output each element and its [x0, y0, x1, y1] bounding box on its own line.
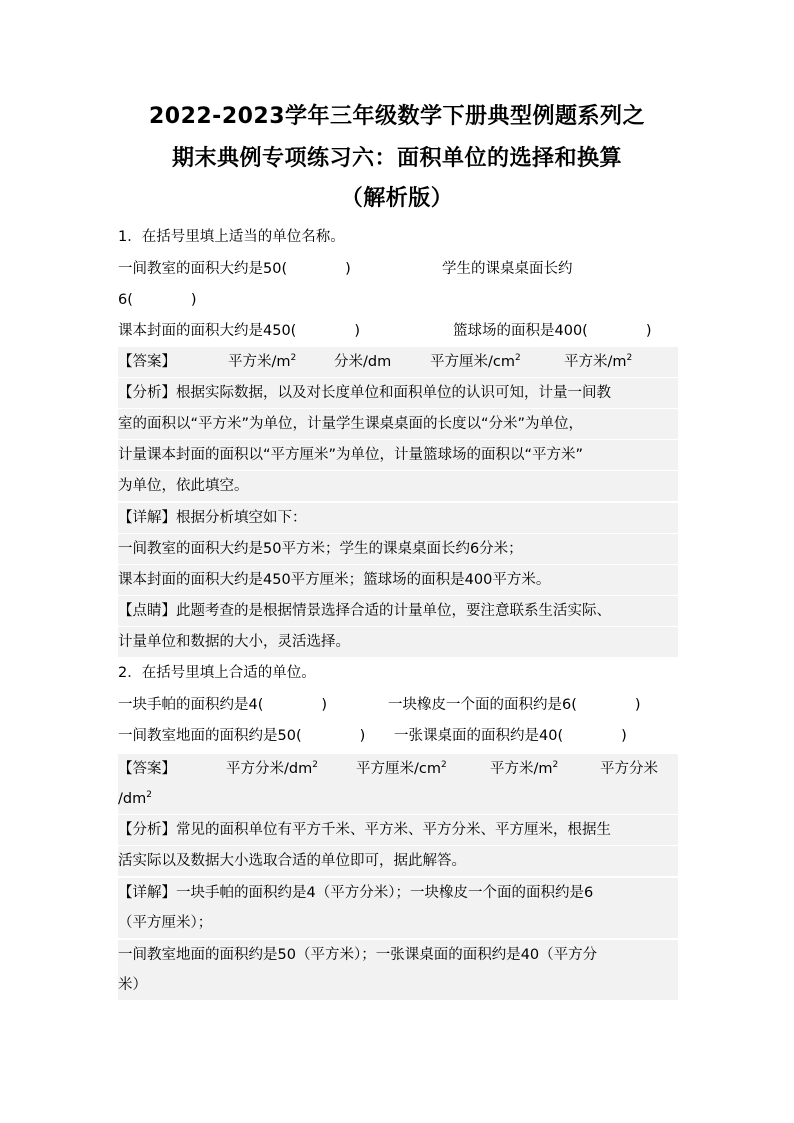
q2-answer-wrap: $/dm^2$: [118, 784, 678, 814]
q1-answer-3: 平方厘米$/cm^2$: [430, 353, 521, 370]
q2-row-1: [118, 690, 678, 720]
q2-answer-4: 平方分米: [600, 761, 658, 777]
answer-label: 【答案】: [118, 354, 176, 370]
q2-answer: [118, 754, 678, 784]
q2-row-2: [118, 721, 678, 751]
q2-item-a: 一块手帕的面积约是4( ): [118, 697, 328, 713]
q1-item-d: 篮球场的面积是400( ): [453, 323, 652, 339]
q2-answer-2: 平方厘米$/cm^2$: [356, 760, 447, 777]
q2-detail-2: （平方厘米）；: [118, 908, 678, 938]
q2-stem: 2．在括号里填上合适的单位。: [118, 665, 316, 681]
q1-item-b: 学生的课桌桌面长约: [442, 261, 573, 277]
q1-analysis-4: 为单位，依此填空。: [118, 471, 678, 501]
q1-stem: 1．在括号里填上适当的单位名称。: [118, 229, 345, 245]
q1-answer-2: 分米/dm: [334, 354, 392, 370]
document-title-line-3: （解析版）: [340, 186, 454, 211]
q1-item-a: 一间教室的面积大约是50( ): [118, 261, 351, 277]
q1-analysis-1: 【分析】根据实际数据，以及对长度单位和面积单位的认识可知，计量一间教: [118, 378, 678, 408]
q1-row-1: [118, 254, 678, 284]
q1-detail-1: 【详解】根据分析填空如下：: [118, 503, 678, 533]
q1-row-2: [118, 316, 678, 346]
q1-analysis-3: 计量课本封面的面积以“平方厘米”为单位，计量篮球场的面积以“平方米”: [118, 440, 678, 470]
q1-comment-1: 【点睛】此题考查的是根据情景选择合适的计量单位，要注意联系生活实际、: [118, 596, 678, 626]
document-title-line-1: 2022-2023学年三年级数学下册典型例题系列之: [148, 104, 646, 129]
q1-answer-1: 平方米$/m^2$: [228, 353, 297, 370]
q2-answer-1: 平方分米$/dm^2$: [226, 760, 318, 777]
q1-item-c: 课本封面的面积大约是450( ): [118, 323, 360, 339]
answer-label: 【答案】: [118, 761, 176, 777]
q1-detail-3: 课本封面的面积大约是450平方厘米；篮球场的面积是400平方米。: [118, 565, 678, 595]
q1-analysis-2: 室的面积以“平方米”为单位，计量学生课桌桌面的长度以“分米”为单位，: [118, 409, 678, 439]
q2-detail-1: 【详解】一块手帕的面积约是4（平方分米）；一块橡皮一个面的面积约是6: [118, 878, 678, 908]
document-title-line-2: 期末典例专项练习六：面积单位的选择和换算: [171, 146, 622, 171]
q2-item-c: 一间教室地面的面积约是50( ): [118, 728, 366, 744]
q1-answer-4: 平方米$/m^2$: [564, 353, 633, 370]
q2-detail-3: 一间教室地面的面积约是50（平方米）；一张课桌面的面积约是40（平方分: [118, 940, 678, 970]
q2-answer-3: 平方米$/m^2$: [490, 760, 559, 777]
q1-answer: [118, 347, 678, 377]
q2-analysis-2: 活实际以及数据大小选取合适的单位即可，据此解答。: [118, 846, 678, 876]
q2-item-d: 一张课桌面的面积约是40( ): [394, 728, 627, 744]
q2-detail-4: 米）: [118, 970, 678, 1000]
q1-item-b-wrap: 6( ): [118, 292, 197, 308]
q2-item-b: 一块橡皮一个面的面积约是6( ): [388, 697, 641, 713]
q1-comment-2: 计量单位和数据的大小，灵活选择。: [118, 627, 678, 657]
q1-detail-2: 一间教室的面积大约是50平方米；学生的课桌桌面长约6分米；: [118, 534, 678, 564]
q2-analysis-1: 【分析】常见的面积单位有平方千米、平方米、平方分米、平方厘米，根据生: [118, 815, 678, 845]
